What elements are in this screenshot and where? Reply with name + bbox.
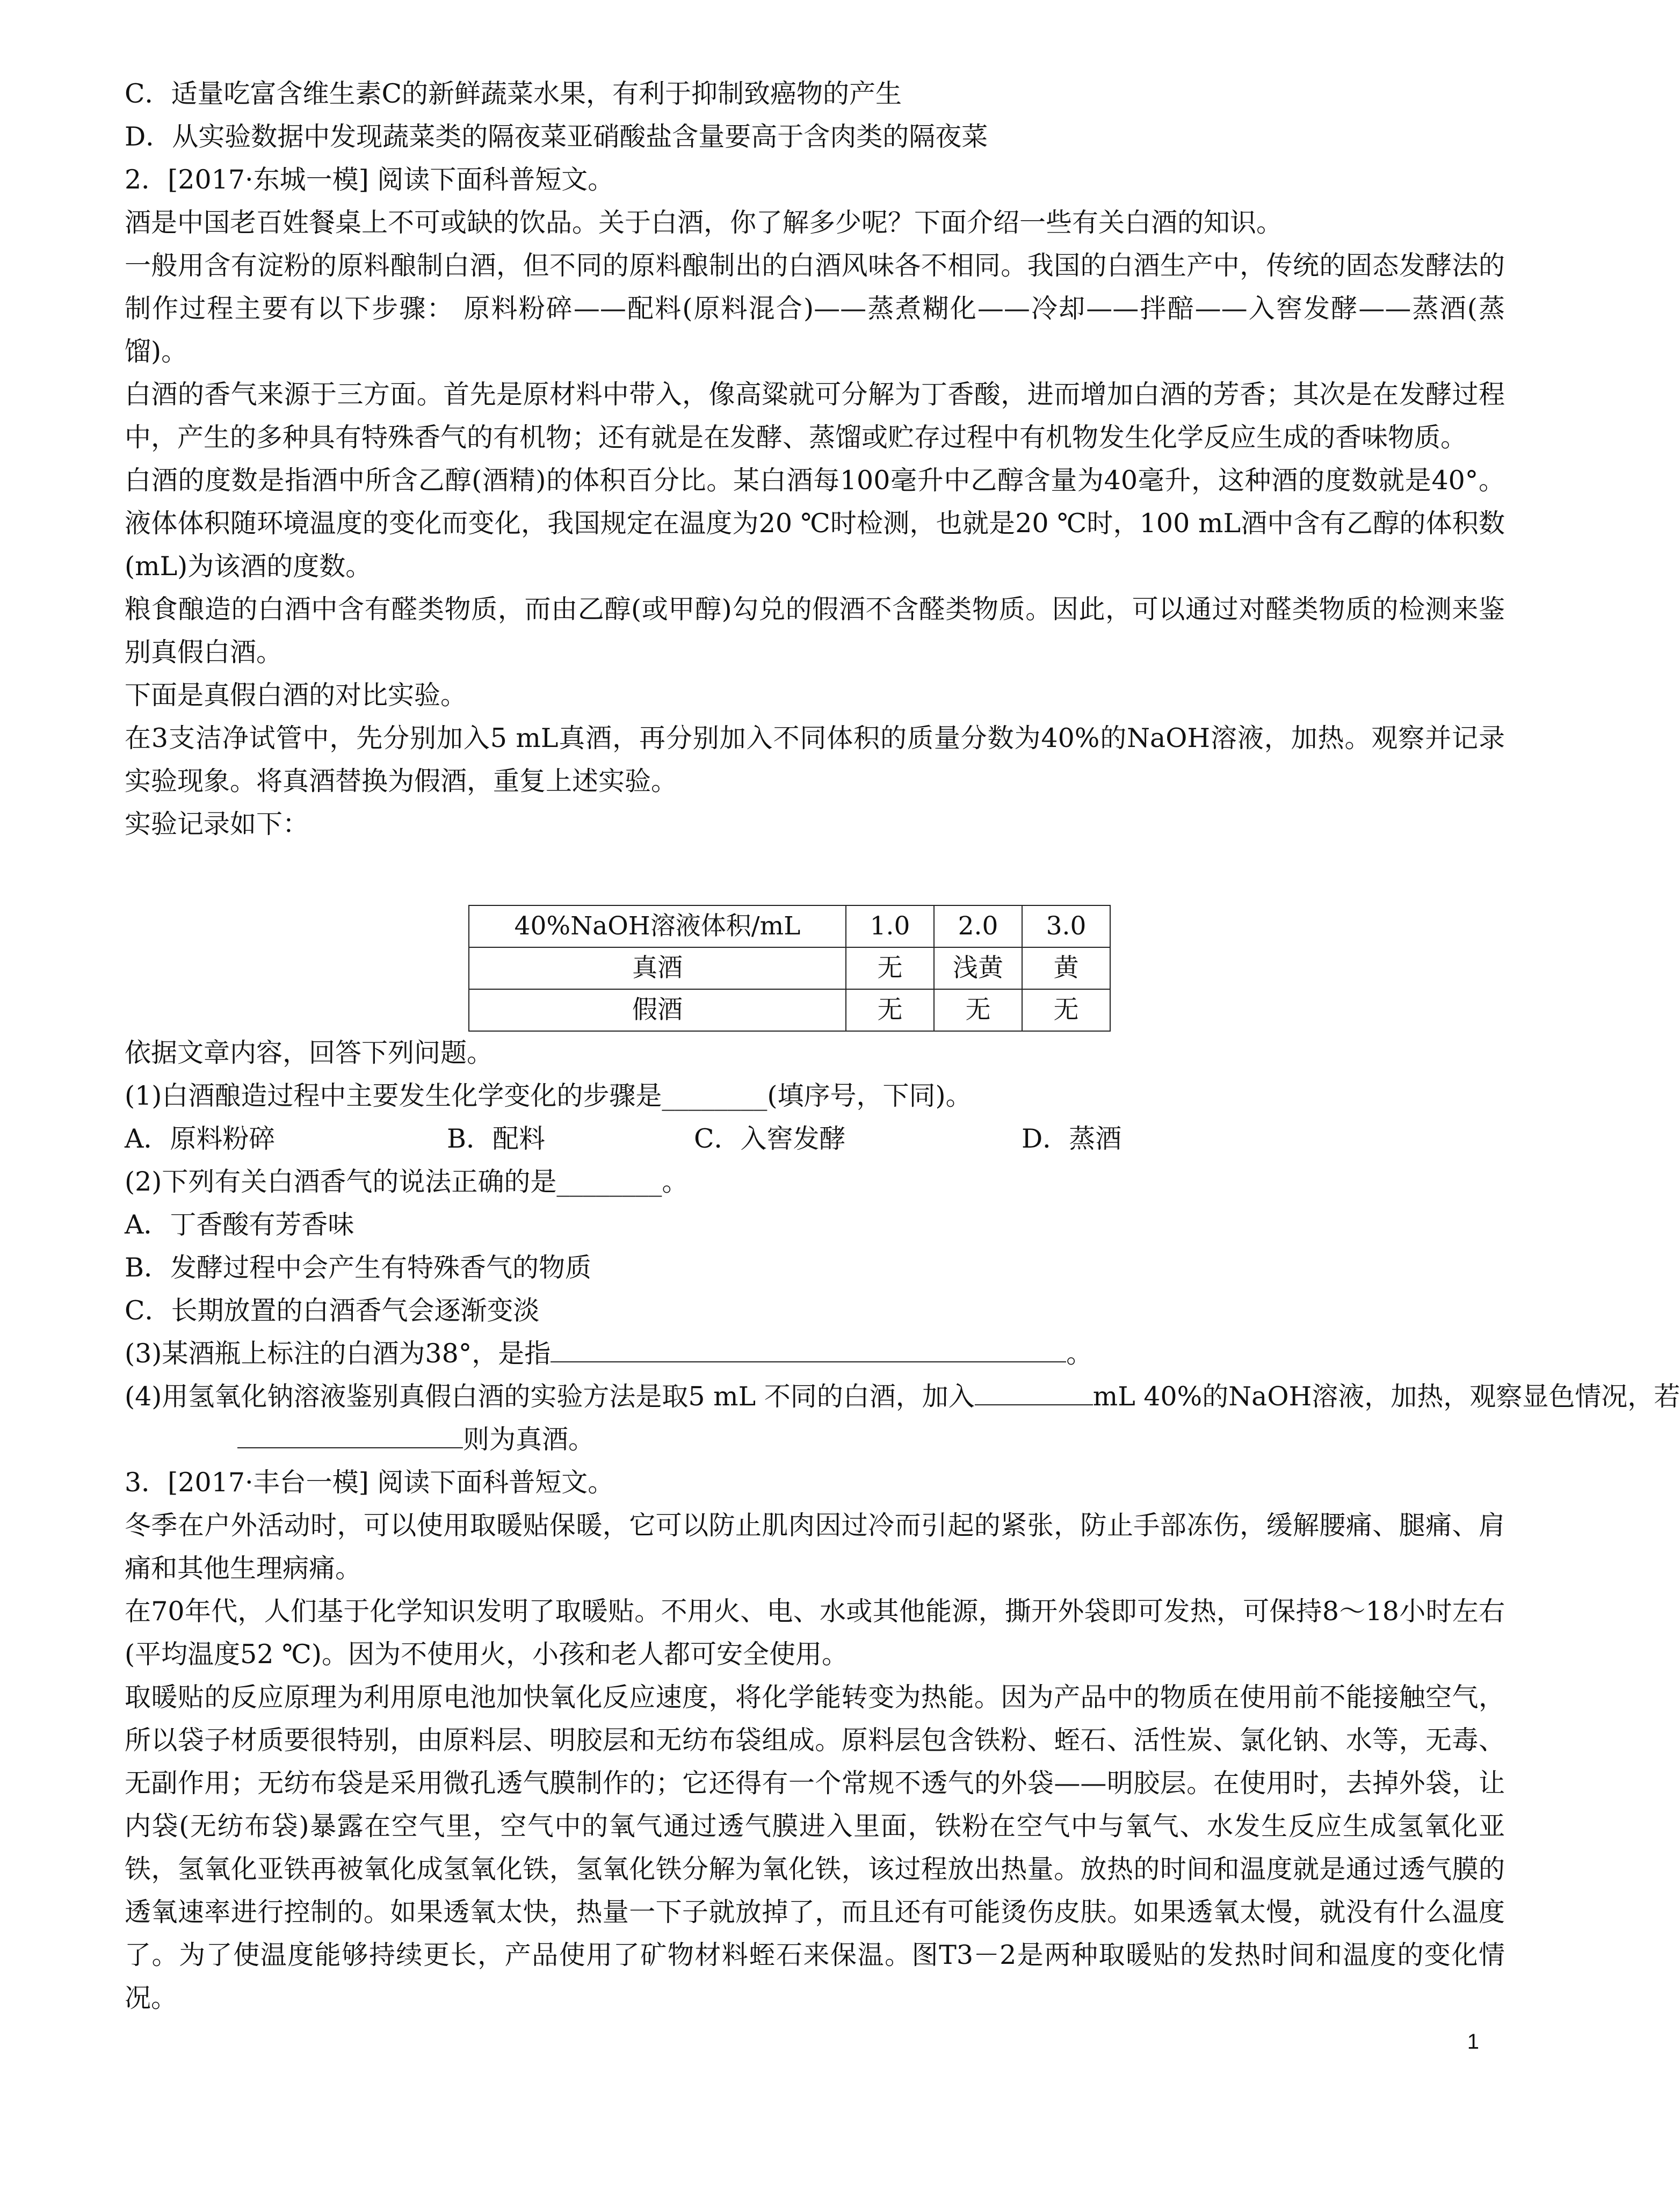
table-cell: 无	[1022, 989, 1110, 1031]
table-row	[469, 947, 1110, 989]
table-cell: 无	[934, 989, 1022, 1031]
option-c: C．入窖发酵	[694, 1123, 846, 1154]
sub-question-2-option-b: B．发酵过程中会产生有特殊香气的物质	[125, 1252, 592, 1283]
sub-question-4-text: (4)用氢氧化钠溶液鉴别真假白酒的实验方法是取5 mL 不同的白酒，加入	[125, 1381, 975, 1412]
paragraph-aroma: 白酒的香气来源于三方面。首先是原材料中带入，像高粱就可分解为丁香酸，进而增加白酒的芳香；其次是在发酵过程中，产生的多种具有特殊香气的有机物；还有就是在发酵、蒸馏或贮存过程中有机物发生化学反应生成的香味物质。	[125, 379, 1505, 453]
option-a: A．原料粉碎	[125, 1123, 276, 1154]
paragraph-intro: 酒是中国老百姓餐桌上不可或缺的饮品。关于白酒，你了解多少呢？下面介绍一些有关白酒的知识。	[125, 207, 1283, 238]
sub-question-4-end: 则为真酒。	[463, 1424, 595, 1455]
table-row	[469, 989, 1110, 1031]
question-2-heading: 2．[2017·东城一模] 阅读下面科普短文。	[125, 164, 614, 195]
sub-question-2: (2)下列有关白酒香气的说法正确的是________。	[125, 1166, 689, 1197]
option-b: B．配料	[447, 1123, 546, 1154]
table-header-cell: 40%NaOH溶液体积/mL	[469, 905, 846, 947]
option-d: D．蒸酒	[1022, 1123, 1122, 1154]
sub-question-1-options	[125, 1118, 1505, 1160]
table-cell: 无	[846, 947, 934, 989]
table-cell: 真酒	[469, 947, 846, 989]
page-number: 1	[1467, 2030, 1479, 2054]
sub-question-3-end: 。	[1066, 1338, 1093, 1369]
document-body	[125, 72, 1680, 2020]
answer-blank[interactable]	[237, 1426, 463, 1448]
table-header-cell: 2.0	[934, 905, 1022, 947]
table-header-cell: 1.0	[846, 905, 934, 947]
sub-question-1: (1)白酒酿造过程中主要发生化学变化的步骤是________(填序号，下同)。	[125, 1080, 972, 1111]
sub-question-3	[125, 1332, 1505, 1375]
sub-question-4-text-2: mL 40%的NaOH溶液，加热，观察显色情况，若	[1092, 1381, 1680, 1412]
table-header-cell: 3.0	[1022, 905, 1110, 947]
paragraph-process: 一般用含有淀粉的原料酿制白酒，但不同的原料酿制出的白酒风味各不相同。我国的白酒生产中，传统的固态发酵法的制作过程主要有以下步骤： 原料粉碎——配料(原料混合)——蒸煮糊化——冷却——拌醅——入窖发酵——蒸酒(蒸馏)。	[125, 250, 1505, 367]
option-d-line: D．从实验数据中发现蔬菜类的隔夜菜亚硝酸盐含量要高于含肉类的隔夜菜	[125, 121, 988, 152]
paragraph-invention: 在70年代，人们基于化学知识发明了取暖贴。不用火、电、水或其他能源，撕开外袋即可发热，可保持8～18小时左右(平均温度52 ℃)。因为不使用火，小孩和老人都可安全使用。	[125, 1596, 1505, 1670]
paragraph-experiment-method: 在3支洁净试管中，先分别加入5 mL真酒，再分别加入不同体积的质量分数为40%的NaOH溶液，加热。观察并记录实验现象。将真酒替换为假酒，重复上述实验。	[125, 723, 1505, 796]
sub-question-4-continued	[125, 1418, 1505, 1461]
question-3-heading: 3．[2017·丰台一模] 阅读下面科普短文。	[125, 1467, 614, 1498]
sub-question-2-option-c: C．长期放置的白酒香气会逐渐变淡	[125, 1295, 540, 1326]
paragraph-principle: 取暖贴的反应原理为利用原电池加快氧化反应速度，将化学能转变为热能。因为产品中的物质在使用前不能接触空气，所以袋子材质要很特别，由原料层、明胶层和无纺布袋组成。原料层包含铁粉、蛭石、活性炭、氯化钠、水等，无毒、无副作用；无纺布袋是采用微孔透气膜制作的；它还得有一个常规不透气的外袋——明胶层。在使用时，去掉外袋，让内袋(无纺布袋)暴露在空气里，空气中的氧气通过透气膜进入里面，铁粉在空气中与氧气、水发生反应生成氢氧化亚铁，氢氧化亚铁再被氧化成氢氧化铁，氢氧化铁分解为氧化铁，该过程放出热量。放热的时间和温度就是通过透气膜的透氧速率进行控制的。如果透氧太快，热量一下子就放掉了，而且还有可能烫伤皮肤。如果透氧太慢，就没有什么温度了。为了使温度能够持续更长，产品使用了矿物材料蛭石来保温。图T3－2是两种取暖贴的发热时间和温度的变化情况。	[125, 1682, 1505, 2013]
paragraph-heat-patch: 冬季在户外活动时，可以使用取暖贴保暖，它可以防止肌肉因过冷而引起的紧张，防止手部冻伤，缓解腰痛、腿痛、肩痛和其他生理病痛。	[125, 1510, 1505, 1584]
table-cell: 假酒	[469, 989, 846, 1031]
paragraph-degree: 白酒的度数是指酒中所含乙醇(酒精)的体积百分比。某白酒每100毫升中乙醇含量为40毫升，这种酒的度数就是40°。液体体积随环境温度的变化而变化，我国规定在温度为20 ℃时检测，也就是20 ℃时，100 mL酒中含有乙醇的体积数(mL)为该酒的度数。	[125, 465, 1505, 582]
sub-question-2-option-a: A．丁香酸有芳香味	[125, 1209, 354, 1240]
experiment-table	[468, 905, 1111, 1032]
sub-question-3-text: (3)某酒瓶上标注的白酒为38°，是指	[125, 1338, 551, 1369]
table-cell: 无	[846, 989, 934, 1031]
answer-blank[interactable]	[551, 1340, 1066, 1362]
table-header-row	[469, 905, 1110, 947]
paragraph-experiment-intro: 下面是真假白酒的对比实验。	[125, 680, 467, 710]
option-c-line: C．适量吃富含维生素C的新鲜蔬菜水果，有利于抑制致癌物的产生	[125, 78, 902, 109]
answer-blank[interactable]	[975, 1383, 1093, 1405]
table-cell: 黄	[1022, 947, 1110, 989]
answer-instructions: 依据文章内容，回答下列问题。	[125, 1038, 494, 1068]
paragraph-record-label: 实验记录如下：	[125, 809, 309, 839]
paragraph-aldehyde: 粮食酿造的白酒中含有醛类物质，而由乙醇(或甲醇)勾兑的假酒不含醛类物质。因此，可以通过对醛类物质的检测来鉴别真假白酒。	[125, 594, 1505, 668]
table-cell: 浅黄	[934, 947, 1022, 989]
sub-question-4	[125, 1375, 1680, 1418]
